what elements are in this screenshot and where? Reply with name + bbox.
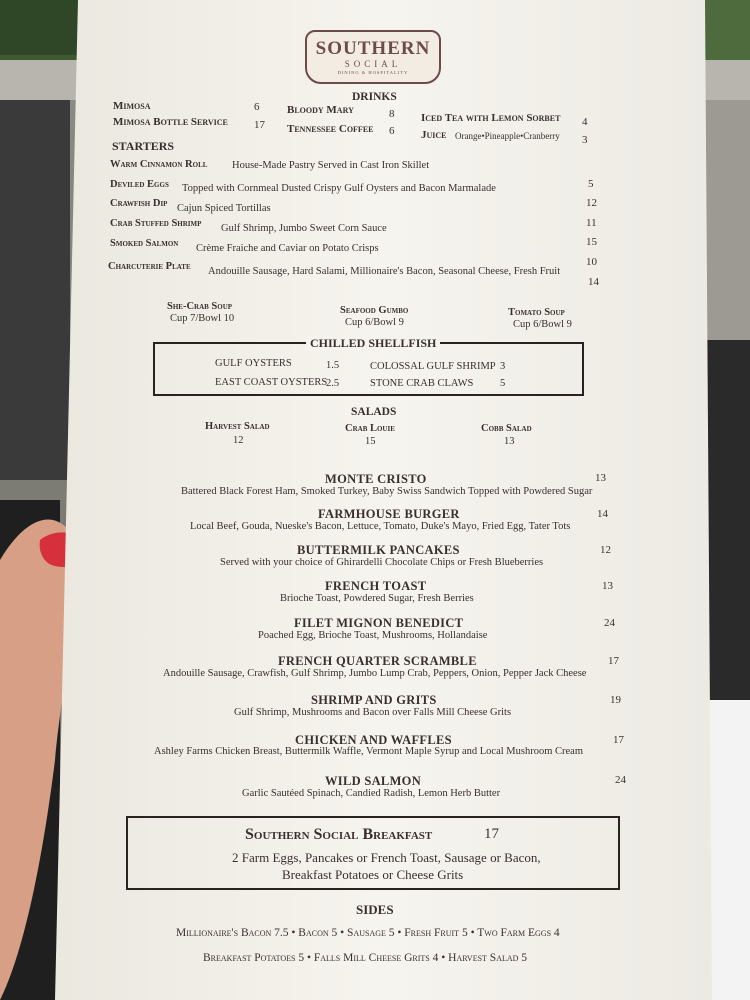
soup-name: She-Crab Soup [167, 301, 233, 312]
entree-desc: Local Beef, Gouda, Nueske's Bacon, Lettuce, Tomato, Duke's Mayo, Fried Egg, Tater Tots [190, 521, 571, 532]
starter-name: Crab Stuffed Shrimp [110, 218, 202, 229]
drinks-heading: DRINKS [352, 91, 397, 103]
soup-price: Cup 7/Bowl 10 [170, 313, 235, 324]
starter-desc: Cajun Spiced Tortillas [177, 203, 271, 214]
entree-name: SHRIMP AND GRITS [311, 693, 437, 707]
drink-price: 6 [254, 101, 260, 113]
salad-price: 15 [365, 436, 376, 447]
starter-desc: Andouille Sausage, Hard Salami, Millionaire's Bacon, Seasonal Cheese, Fresh Fruit [208, 266, 561, 277]
drink-price: 17 [254, 119, 265, 131]
entree-name: FARMHOUSE BURGER [318, 507, 460, 521]
entree-price: 17 [613, 734, 624, 746]
shellfish-price: 5 [500, 378, 506, 389]
entree-name: FRENCH QUARTER SCRAMBLE [278, 654, 477, 668]
breakfast-line: Breakfast Potatoes or Cheese Grits [282, 867, 464, 882]
entree-price: 17 [608, 655, 619, 667]
starter-name: Crawfish Dip [110, 198, 168, 209]
entree-name: FRENCH TOAST [325, 579, 427, 593]
salad-price: 13 [504, 436, 515, 447]
starter-desc: Gulf Shrimp, Jumbo Sweet Corn Sauce [221, 223, 387, 234]
breakfast-price: 17 [484, 826, 499, 842]
shellfish-name: COLOSSAL GULF SHRIMP [370, 361, 496, 372]
entree-desc: Battered Black Forest Ham, Smoked Turkey, Baby Swiss Sandwich Topped with Powdered Sugar [181, 486, 593, 497]
drink-name: Bloody Mary [287, 104, 354, 116]
starter-price: 12 [586, 197, 597, 209]
entree-price: 14 [597, 508, 608, 520]
starter-desc: Topped with Cornmeal Dusted Crispy Gulf Oysters and Bacon Marmalade [182, 183, 496, 194]
salad-name: Harvest Salad [205, 421, 270, 432]
entree-desc: Poached Egg, Brioche Toast, Mushrooms, Hollandaise [258, 630, 488, 641]
entree-name: WILD SALMON [325, 774, 422, 788]
entree-price: 24 [604, 617, 615, 629]
entree-desc: Ashley Farms Chicken Breast, Buttermilk Waffle, Vermont Maple Syrup and Local Mushroom Cream [154, 746, 583, 757]
sides-line: Breakfast Potatoes 5 • Falls Mill Cheese Grits 4 • Harvest Salad 5 [203, 952, 528, 964]
drink-name: Juice [421, 129, 447, 141]
drink-name: Mimosa [113, 100, 151, 112]
starter-name: Deviled Eggs [110, 179, 169, 190]
shellfish-name: EAST COAST OYSTERS [215, 377, 328, 388]
brand-logo [305, 30, 441, 84]
starter-price: 5 [588, 178, 594, 190]
starter-desc: Crème Fraiche and Caviar on Potato Crisps [196, 243, 379, 254]
salad-name: Cobb Salad [481, 423, 532, 434]
breakfast-line: 2 Farm Eggs, Pancakes or French Toast, Sausage or Bacon, [232, 850, 541, 865]
entree-name: FILET MIGNON BENEDICT [294, 616, 464, 630]
juice-detail: Orange•Pineapple•Cranberry [455, 131, 560, 141]
entree-desc: Brioche Toast, Powdered Sugar, Fresh Berries [280, 593, 474, 604]
starters-heading: STARTERS [112, 139, 175, 153]
drink-name: Mimosa Bottle Service [113, 116, 228, 128]
brand-sub: SOCIAL [344, 59, 402, 69]
drink-name: Iced Tea with Lemon Sorbet [421, 112, 561, 124]
entree-price: 13 [602, 580, 613, 592]
shellfish-price: 1.5 [326, 360, 340, 371]
entree-desc: Garlic Sautéed Spinach, Candied Radish, Lemon Herb Butter [242, 788, 501, 799]
entree-price: 24 [615, 774, 626, 786]
brand-tagline: DINING & HOSPITALITY [337, 70, 409, 75]
shellfish-name: STONE CRAB CLAWS [370, 378, 474, 389]
sides-line: Millionaire's Bacon 7.5 • Bacon 5 • Sausage 5 • Fresh Fruit 5 • Two Farm Eggs 4 [176, 927, 560, 939]
starter-price: 14 [588, 276, 599, 288]
starter-name: Smoked Salmon [110, 238, 179, 249]
starter-price: 15 [586, 236, 597, 248]
drink-price: 8 [389, 108, 395, 120]
shellfish-name: GULF OYSTERS [215, 358, 292, 369]
breakfast-name: Southern Social Breakfast [245, 826, 433, 843]
entree-desc: Served with your choice of Ghirardelli Chocolate Chips or Fresh Blueberries [220, 557, 544, 568]
entree-name: MONTE CRISTO [325, 472, 427, 486]
salads-heading: SALADS [351, 406, 397, 418]
drink-name: Tennessee Coffee [287, 123, 374, 135]
starter-desc: House-Made Pastry Served in Cast Iron Skillet [232, 160, 430, 171]
soup-price: Cup 6/Bowl 9 [345, 317, 404, 328]
shellfish-price: 2.5 [326, 378, 340, 389]
drink-price: 6 [389, 125, 395, 137]
soup-name: Tomato Soup [508, 307, 565, 318]
entree-desc: Gulf Shrimp, Mushrooms and Bacon over Falls Mill Cheese Grits [234, 707, 512, 718]
brand-name: SOUTHERN [315, 38, 431, 59]
salad-price: 12 [233, 435, 244, 446]
shellfish-price: 3 [500, 361, 506, 372]
sides-heading: SIDES [356, 902, 394, 917]
drink-price: 3 [582, 134, 588, 146]
soup-name: Seafood Gumbo [340, 305, 409, 316]
entree-name: CHICKEN AND WAFFLES [295, 733, 452, 747]
starter-name: Warm Cinnamon Roll [110, 159, 208, 170]
entree-price: 12 [600, 544, 611, 556]
shellfish-heading: CHILLED SHELLFISH [306, 336, 440, 351]
salad-name: Crab Louie [345, 423, 395, 434]
starter-price: 10 [586, 256, 597, 268]
entree-price: 13 [595, 472, 606, 484]
entree-name: BUTTERMILK PANCAKES [297, 543, 460, 557]
soup-price: Cup 6/Bowl 9 [513, 319, 572, 330]
drink-price: 4 [582, 116, 588, 128]
entree-desc: Andouille Sausage, Crawfish, Gulf Shrimp, Jumbo Lump Crab, Peppers, Onion, Pepper Jack Cheese [163, 668, 587, 679]
starter-name: Charcuterie Plate [108, 261, 191, 272]
entree-price: 19 [610, 694, 621, 706]
starter-price: 11 [586, 217, 597, 229]
